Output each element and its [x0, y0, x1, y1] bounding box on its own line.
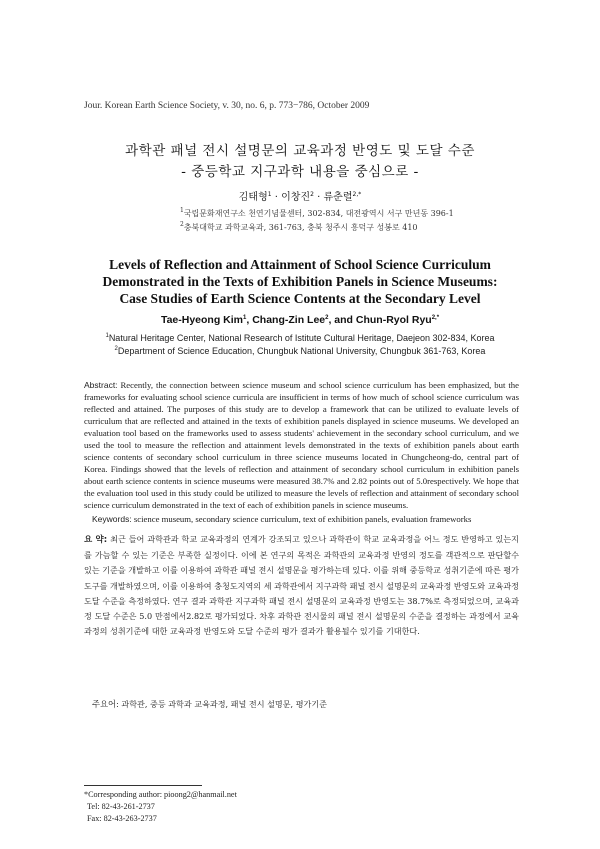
journal-citation: Jour. Korean Earth Science Society, v. 30, no. 6, p. 773−786, October 2009	[84, 101, 370, 111]
korean-author-name: 류춘렬	[323, 192, 353, 203]
english-title-line3: Case Studies of Earth Science Contents at the Secondary Level	[119, 291, 481, 306]
english-author-name: Chun-Ryol Ryu	[355, 314, 432, 326]
korean-author-name: 이창진	[281, 192, 311, 203]
affiliation-text: 충북대학교 과학교육과, 361-763, 충북 청주시 흥덕구 성봉로 410	[183, 223, 418, 232]
abstract-label: Abstract:	[84, 380, 118, 390]
korean-author-sup: 2	[310, 191, 314, 198]
english-author-name: Chang-Zin Lee	[252, 314, 326, 326]
english-author-sup: 2	[325, 315, 329, 321]
korean-author-sup: 2,*	[352, 191, 362, 198]
english-abstract	[84, 379, 519, 511]
english-affiliation	[0, 346, 600, 356]
english-author-separator: ,	[246, 314, 253, 326]
korean-abstract-body: 최근 들어 과학관과 학교 교육과정의 연계가 강조되고 있으나 과학관이 학교 교육과정을 어느 정도 반영하고 있는지를 가늠할 수 있는 기준은 부족한 실정이다. 이에 본 연구의 목적은 과학관의 교육과정 반영의 정도를 객관적으로 판단할수 있는 기준을 개발하고 이를 이용하여 과학관 패널 전시 설명문을 평가하는데 있다. 이를 위해 중등학교 성취기준에 따른 평가 도구를 개발하였으며, 이를 이용하여 충청도지역의 세 과학관에서 지구과학 패널 전시 설명문의 교육과정 반영도와 교육과정 도달 수준을 측정하였다. 연구 결과 과학관 지구과학 패널 전시 설명문의 교육과정 반영도는 38.7%로 측정되었으며, 교육과정 도달 수준은 5.0 만점에서2.82로 평가되었다. 차후 과학관 전시물의 패널 전시 설명문의 수준을 결정하는 과정에서 교육과정의 성취기준에 대한 교육과정 반영도와 도달 수준의 평가 결과가 활용될수 있기를 기대한다.	[84, 534, 519, 637]
korean-keywords-label: 주요어:	[92, 699, 119, 709]
keywords-text: science museum, secondary science curriculum, text of exhibition panels, evaluation frameworks	[131, 514, 472, 524]
english-author-sup: 2,*	[431, 315, 440, 321]
korean-author-list	[0, 188, 600, 203]
affiliation-sup: 1	[180, 207, 184, 214]
english-author-name: Tae-Hyeong Kim	[160, 314, 244, 326]
korean-author-separator: ·	[317, 192, 321, 203]
english-title-line1: Levels of Reflection and Attainment of School Science Curriculum	[109, 257, 491, 272]
korean-author-sup: 1	[267, 191, 272, 198]
korean-abstract-label: 요 약:	[84, 535, 108, 545]
korean-title-line1: 과학관 패널 전시 설명문의 교육과정 반영도 및 도달 수준	[125, 143, 475, 159]
affiliation-text: Natural Heritage Center, National Research of Istitute Cultural Heritage, Daejeon 302-834, Korea	[108, 333, 495, 343]
affiliation-text: Department of Science Education, Chungbuk National University, Chungbuk 361-763, Korea	[117, 346, 486, 356]
english-title-line2: Demonstrated in the Texts of Exhibition Panels in Science Museums:	[102, 274, 498, 289]
english-author-separator: , and	[328, 314, 356, 326]
korean-affiliation	[180, 207, 454, 219]
korean-keywords	[92, 698, 522, 710]
fax-footnote: Fax: 82-43-263-2737	[87, 814, 157, 823]
korean-keywords-text: 과학관, 중등 과학과 교육과정, 패널 전시 설명문, 평가기준	[118, 699, 327, 709]
korean-title-line2: - 중등학교 지구과학 내용을 중심으로 -	[181, 164, 419, 180]
korean-author-name: 김태형	[238, 192, 268, 203]
english-author-list	[0, 314, 600, 326]
corresponding-author-footnote: *Corresponding author: pioong2@hanmail.net	[84, 790, 237, 799]
telephone-footnote: Tel: 82-43-261-2737	[87, 802, 155, 811]
korean-affiliation	[180, 221, 418, 233]
keywords-label: Keywords:	[92, 514, 132, 524]
affiliation-sup: 2	[180, 221, 184, 228]
korean-author-separator: ·	[274, 192, 278, 203]
affiliation-sup: 2	[114, 346, 118, 352]
abstract-body: Recently, the connection between science museum and school science curriculum has been emphasized, but the frameworks for evaluating school science curricula are insufficient in terms of how much of school science curriculum was reflected and attained. The purposes of this study are to develop a framework that can be utilized to evaluate levels of curriculum that are reflected and attained in the texts of exhibition panels displayed in science museums. We developed an evaluation tool based on the frameworks used to assess students' achievement in the secondary school curriculum, and we used the tool to measure the reflection and attainment levels demonstrated in the texts of exhibition panels about earth science contents of secondary school curriculum in three science museums located in Chungcheong-do, central part of Korea. Findings showed that the levels of reflection and attainment of secondary school curriculum in exhibition panels about earth science contents in science museums were measured 38.7% and 2.82 points out of 5.0respectively. We hope that the evaluation tool used in this study could be utilized to measure the levels of reflection and attainment of secondary school science curriculum demonstrated in the text of each of exhibition panels in science museums.	[84, 380, 519, 510]
english-affiliation	[0, 333, 600, 343]
english-author-sup: 1	[243, 315, 247, 321]
affiliation-sup: 1	[105, 333, 109, 339]
korean-abstract	[84, 532, 519, 639]
english-keywords	[92, 514, 522, 524]
footnote-divider	[84, 785, 202, 786]
affiliation-text: 국립문화재연구소 천연기념물센터, 302-834, 대전광역시 서구 만년동 396-1	[183, 209, 454, 218]
